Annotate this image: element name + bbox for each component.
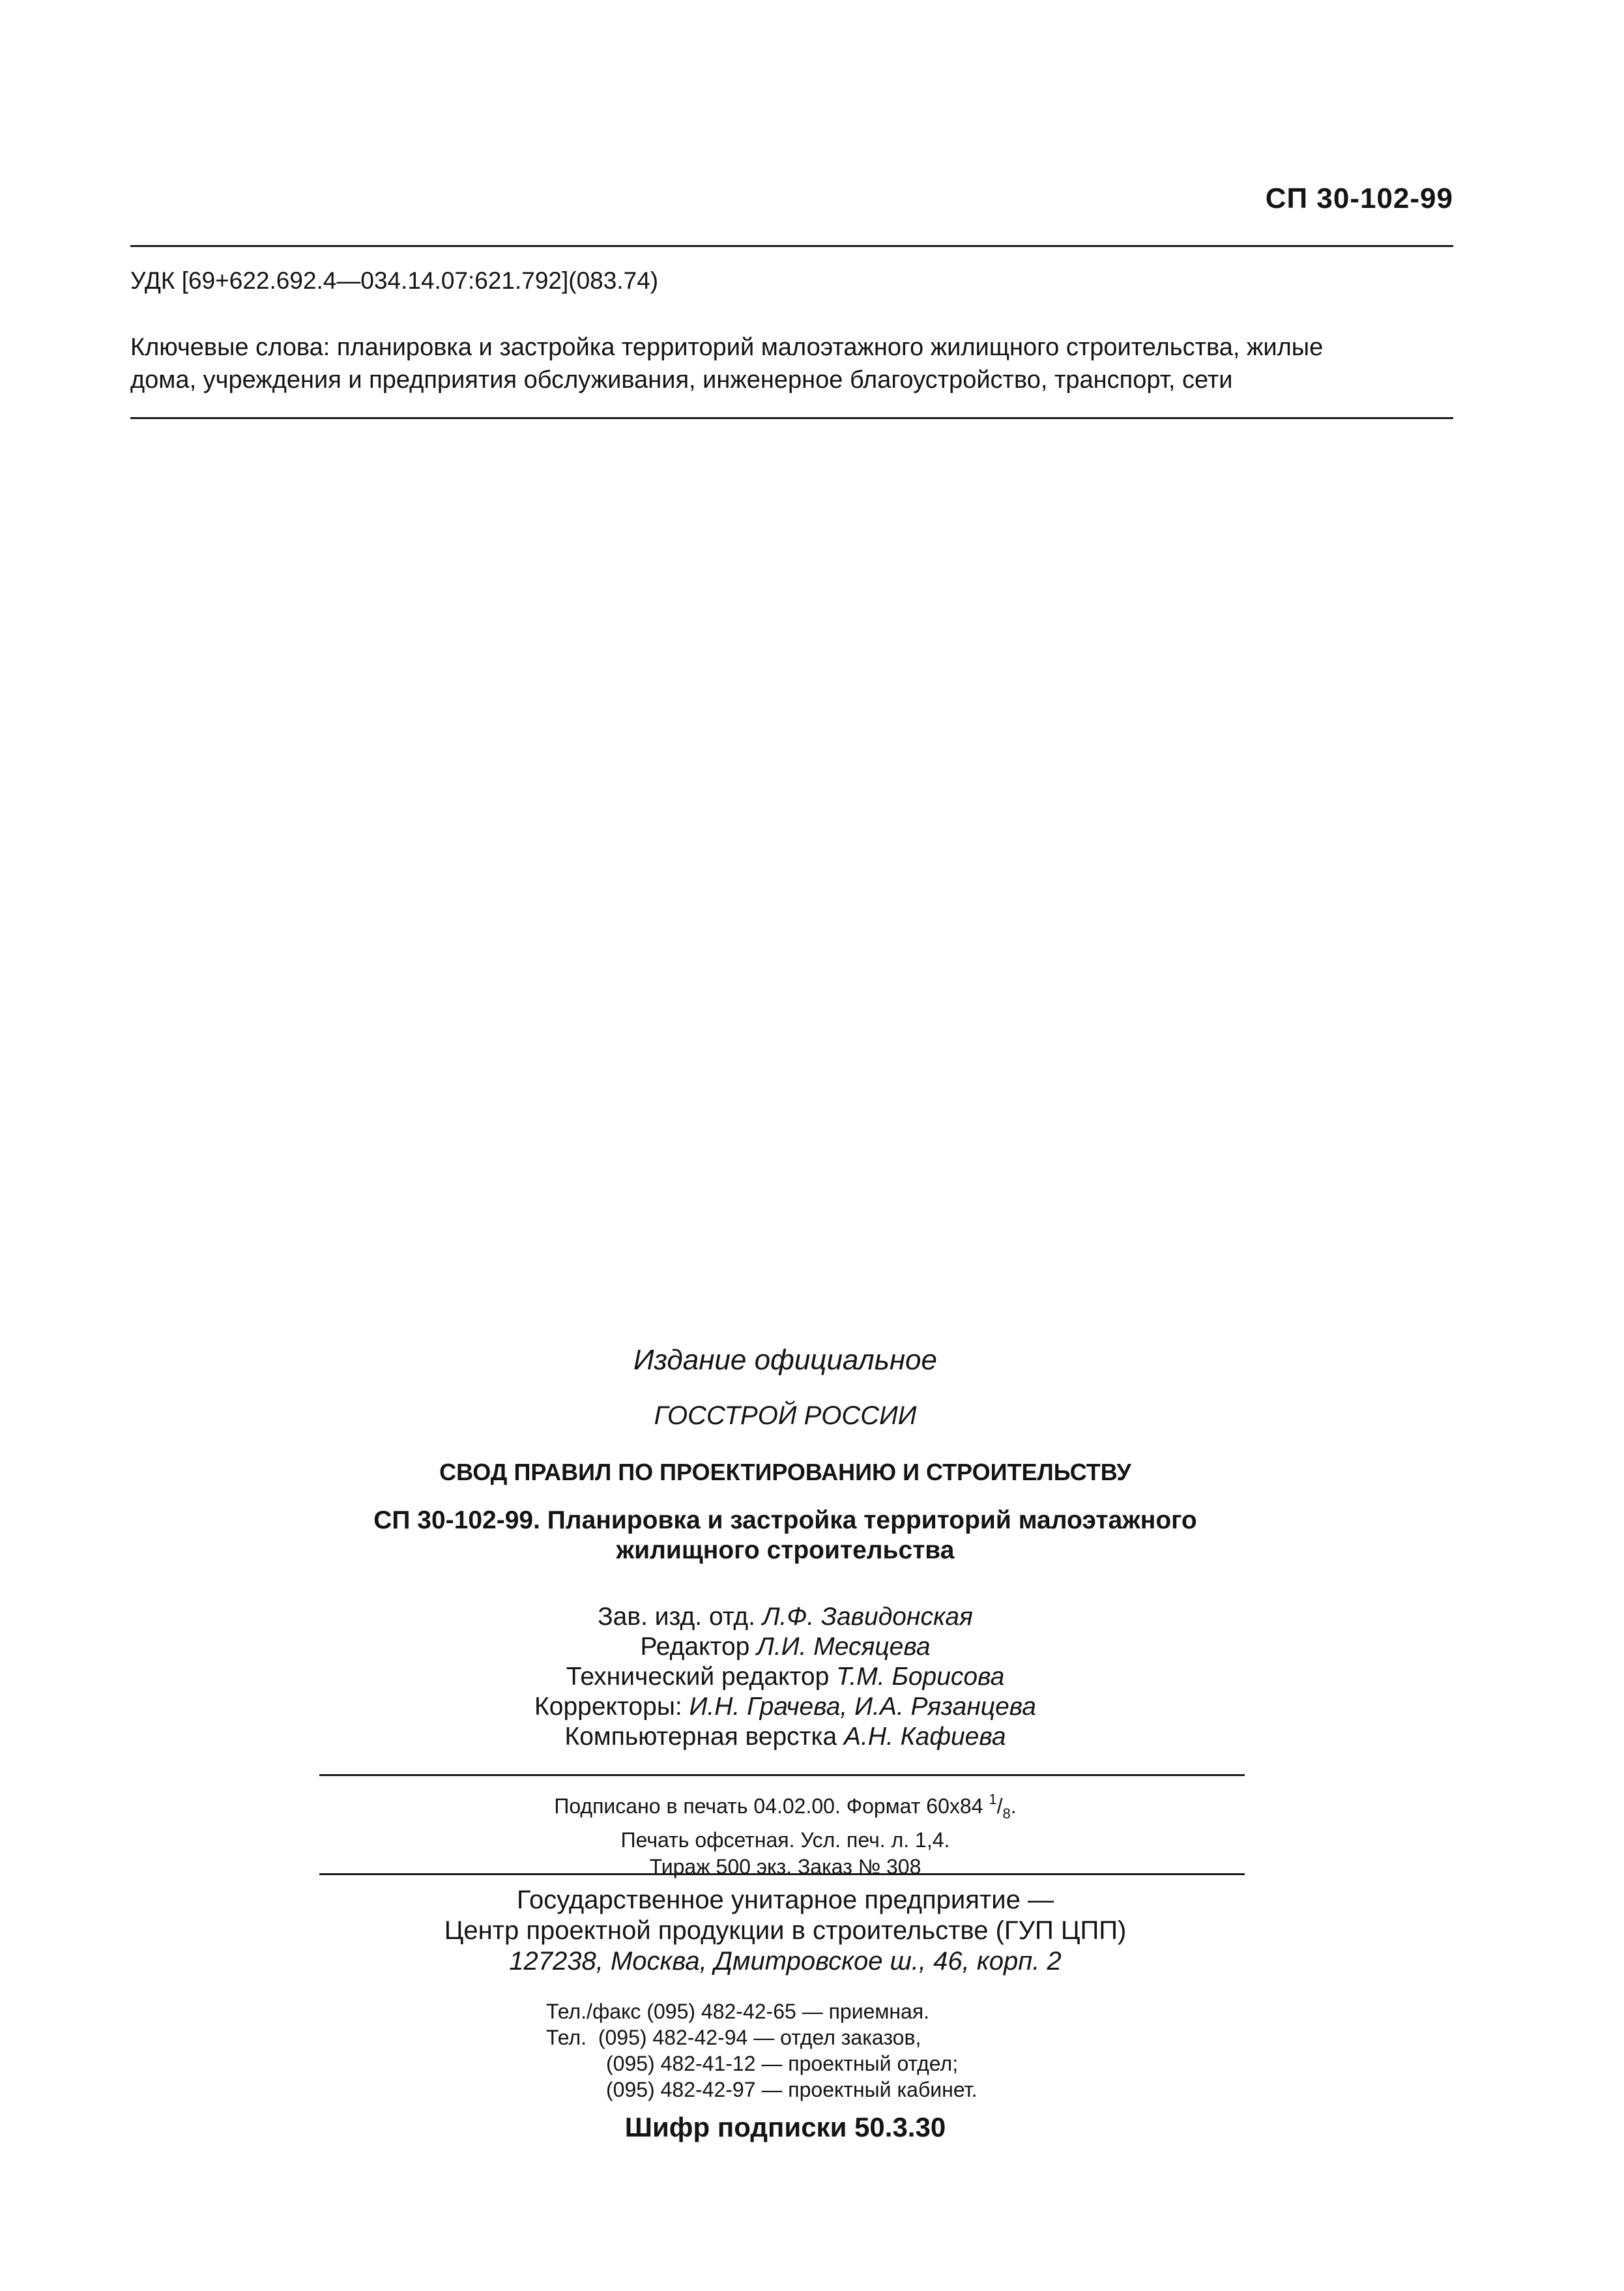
subscription-cipher: Шифр подписки 50.3.30 xyxy=(624,2112,946,2142)
org-address: 127238, Москва, Дмитровское ш., 46, корп. 2 xyxy=(509,1947,1062,1976)
org-line-1: Государственное унитарное предприятие — xyxy=(517,1886,1054,1914)
top-divider xyxy=(130,245,1453,247)
udk-code: УДК [69+622.692.4—034.14.07:621.792](083.74) xyxy=(130,267,659,294)
print-info xyxy=(319,1786,1251,1880)
keywords-line-1: Ключевые слова: планировка и застройка территорий малоэтажного жилищного строительства, жилые xyxy=(130,334,1324,361)
phone-line: (095) 482-42-97 — проектный кабинет. xyxy=(606,2078,978,2101)
official-edition-label: Издание официальное xyxy=(633,1344,938,1376)
staff-list xyxy=(319,1602,1251,1752)
org-line-2: Центр проектной продукции в строительстве (ГУП ЦПП) xyxy=(444,1916,1127,1945)
phone-line: Тел. (095) 482-42-94 — отдел заказов, xyxy=(546,2026,921,2049)
staff-row: Зав. изд. отд. Л.Ф. Завидонская xyxy=(598,1603,973,1631)
print-info-line-1: Подписано в печать 04.02.00. Формат 60x84 $^1/_8$. xyxy=(554,1791,1017,1822)
publisher-gosstroy: ГОССТРОЙ РОССИИ xyxy=(654,1401,917,1430)
phone-line: Тел./факс (095) 482-42-65 — приемная. xyxy=(546,2000,930,2023)
staff-row: Технический редактор Т.М. Борисова xyxy=(566,1663,1005,1691)
phone-line: (095) 482-41-12 — проектный отдел; xyxy=(606,2052,959,2075)
document-title-line-1: СП 30-102-99. Планировка и застройка территорий малоэтажного xyxy=(373,1506,1197,1534)
print-info-divider-top xyxy=(319,1774,1245,1776)
document-code: СП 30-102-99 xyxy=(1265,182,1453,214)
print-info-line-2: Печать офсетная. Усл. печ. л. 1,4. xyxy=(620,1828,950,1852)
staff-row: Корректоры: И.Н. Грачева, И.А. Рязанцева xyxy=(534,1693,1036,1721)
staff-row: Компьютерная верстка А.Н. Кафиева xyxy=(564,1723,1006,1751)
document-title xyxy=(319,1506,1251,1566)
organization-info xyxy=(319,1885,1251,1977)
phone-list xyxy=(546,1998,978,2103)
document-title-line-2: жилищного строительства xyxy=(616,1536,955,1564)
keywords-divider xyxy=(130,417,1453,419)
print-info-divider-bottom xyxy=(319,1873,1245,1875)
keywords-line-2: дома, учреждения и предприятия обслуживания, инженерное благоустройство, транспорт, сети xyxy=(130,366,1233,394)
print-info-line-3: Тираж 500 экз. Заказ № 308 xyxy=(649,1855,921,1878)
staff-row: Редактор Л.И. Месяцева xyxy=(640,1633,931,1661)
code-of-rules-heading: СВОД ПРАВИЛ ПО ПРОЕКТИРОВАНИЮ И СТРОИТЕЛЬСТВУ xyxy=(439,1459,1131,1485)
keywords xyxy=(130,331,1460,396)
